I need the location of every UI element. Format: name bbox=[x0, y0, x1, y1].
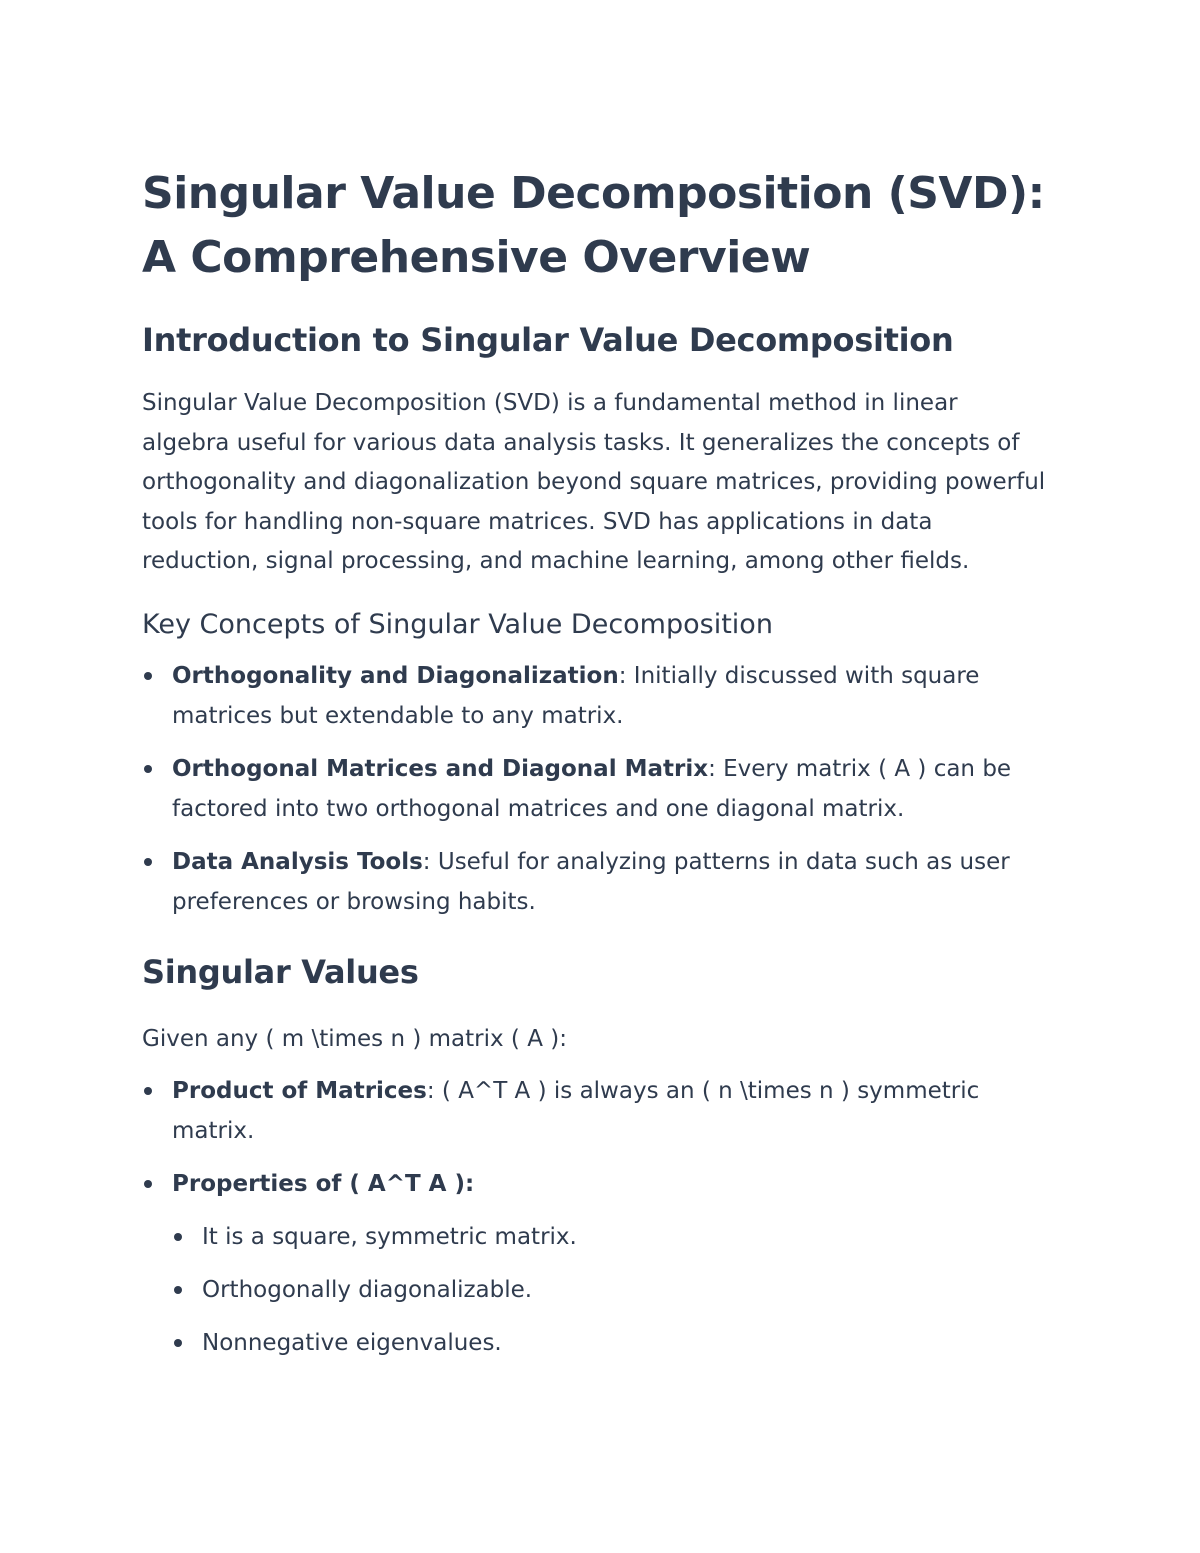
properties-sublist bbox=[172, 1217, 1050, 1363]
list-item bbox=[142, 656, 1050, 736]
key-concepts-list bbox=[142, 656, 1050, 922]
list-item-term: Properties of ( A^T A ) bbox=[172, 1171, 466, 1197]
list-item-text: : Every matrix ( A ) can be factored into two orthogonal matrices and one diagonal matrix. bbox=[172, 755, 1012, 822]
singular-values-list bbox=[142, 1071, 1050, 1363]
sublist-item: Nonnegative eigenvalues. bbox=[172, 1323, 1050, 1363]
list-item-text: : Useful for analyzing patterns in data such as user preferences or browsing habits. bbox=[172, 848, 1010, 915]
list-item-text: : ( A^T A ) is always an ( n \times n ) symmetric matrix. bbox=[172, 1078, 980, 1144]
sublist-item: It is a square, symmetric matrix. bbox=[172, 1217, 1050, 1257]
list-item bbox=[142, 842, 1050, 922]
key-concepts-heading: Key Concepts of Singular Value Decomposition bbox=[142, 608, 773, 640]
document-title: Singular Value Decomposition (SVD): A Comprehensive Overview bbox=[142, 168, 1045, 283]
intro-heading: Introduction to Singular Value Decomposition bbox=[142, 321, 954, 359]
list-item-text: : bbox=[465, 1171, 475, 1197]
list-item bbox=[142, 1071, 1050, 1151]
list-item bbox=[142, 1164, 1050, 1363]
list-item-term: Data Analysis Tools bbox=[172, 848, 423, 875]
list-item-text: : Initially discussed with square matrices but extendable to any matrix. bbox=[172, 662, 980, 729]
given-statement: Given any ( m \times n ) matrix ( A ): bbox=[142, 1025, 567, 1052]
list-item-term: Orthogonality and Diagonalization bbox=[172, 662, 619, 689]
list-item bbox=[142, 749, 1050, 829]
singular-values-heading: Singular Values bbox=[142, 952, 419, 991]
intro-paragraph: Singular Value Decomposition (SVD) is a fundamental method in linear algebra useful for various data analysis tasks. It generalizes the concepts of orthogonality and diagonalization beyond square matrices, providing powerful tools for handling non-square matrices. SVD has applications in data reduction, signal processing, and machine learning, among other fields. bbox=[142, 390, 1046, 574]
list-item-term: Orthogonal Matrices and Diagonal Matrix bbox=[172, 755, 709, 782]
sublist-item: Orthogonally diagonalizable. bbox=[172, 1270, 1050, 1310]
list-item-term: Product of Matrices bbox=[172, 1078, 427, 1104]
